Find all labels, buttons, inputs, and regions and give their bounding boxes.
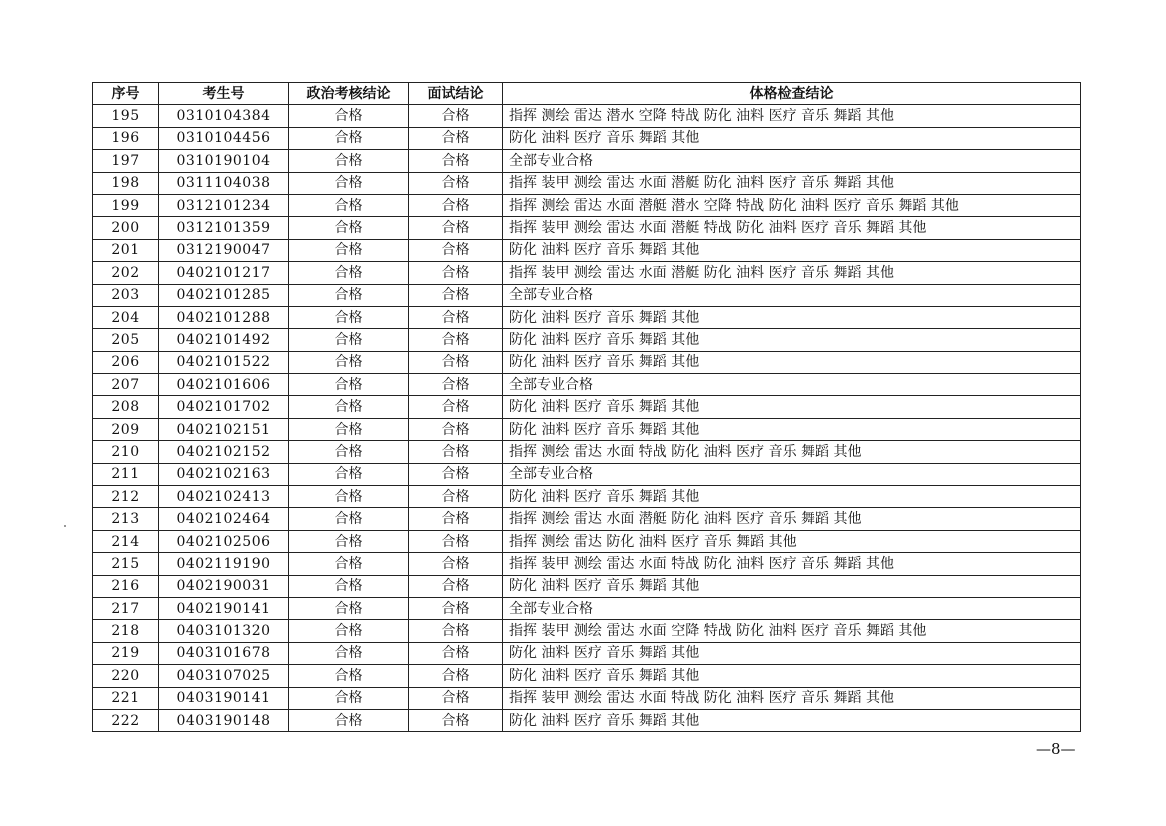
table-row	[93, 374, 1081, 396]
political-review-cell: 合格	[289, 262, 409, 284]
candidate-id-cell: 0402101702	[159, 396, 289, 418]
serial-cell: 222	[93, 709, 159, 731]
interview-cell: 合格	[409, 575, 503, 597]
candidate-id-cell: 0312101234	[159, 194, 289, 216]
political-review-cell: 合格	[289, 665, 409, 687]
physical-exam-cell: 防化 油料 医疗 音乐 舞蹈 其他	[503, 239, 1081, 261]
political-review-cell: 合格	[289, 194, 409, 216]
interview-cell: 合格	[409, 105, 503, 127]
interview-cell: 合格	[409, 709, 503, 731]
serial-cell: 208	[93, 396, 159, 418]
physical-exam-cell: 防化 油料 医疗 音乐 舞蹈 其他	[503, 127, 1081, 149]
table-row	[93, 486, 1081, 508]
candidate-id-cell: 0402101217	[159, 262, 289, 284]
political-review-cell: 合格	[289, 486, 409, 508]
candidate-id-cell: 0402102152	[159, 441, 289, 463]
political-review-cell: 合格	[289, 620, 409, 642]
table-row	[93, 418, 1081, 440]
physical-exam-cell: 全部专业合格	[503, 284, 1081, 306]
interview-cell: 合格	[409, 642, 503, 664]
table-row	[93, 150, 1081, 172]
candidate-id-cell: 0402190141	[159, 597, 289, 619]
physical-exam-cell: 指挥 测绘 雷达 潜水 空降 特战 防化 油料 医疗 音乐 舞蹈 其他	[503, 105, 1081, 127]
table-row	[93, 553, 1081, 575]
serial-cell: 207	[93, 374, 159, 396]
physical-exam-cell: 全部专业合格	[503, 597, 1081, 619]
interview-cell: 合格	[409, 418, 503, 440]
serial-cell: 206	[93, 351, 159, 373]
political-review-cell: 合格	[289, 239, 409, 261]
candidate-id-cell: 0403190148	[159, 709, 289, 731]
candidate-id-cell: 0403107025	[159, 665, 289, 687]
interview-cell: 合格	[409, 396, 503, 418]
physical-exam-cell: 全部专业合格	[503, 150, 1081, 172]
candidate-id-cell: 0402190031	[159, 575, 289, 597]
physical-exam-cell: 指挥 测绘 雷达 水面 潜艇 防化 油料 医疗 音乐 舞蹈 其他	[503, 508, 1081, 530]
physical-exam-cell: 防化 油料 医疗 音乐 舞蹈 其他	[503, 306, 1081, 328]
physical-exam-cell: 防化 油料 医疗 音乐 舞蹈 其他	[503, 642, 1081, 664]
political-review-cell: 合格	[289, 150, 409, 172]
serial-cell: 201	[93, 239, 159, 261]
serial-cell: 213	[93, 508, 159, 530]
table-row	[93, 105, 1081, 127]
serial-cell: 218	[93, 620, 159, 642]
interview-cell: 合格	[409, 508, 503, 530]
candidate-id-cell: 0402102151	[159, 418, 289, 440]
political-review-cell: 合格	[289, 396, 409, 418]
table-body	[93, 105, 1081, 732]
physical-exam-cell: 指挥 测绘 雷达 水面 潜艇 潜水 空降 特战 防化 油料 医疗 音乐 舞蹈 其他	[503, 194, 1081, 216]
political-review-cell: 合格	[289, 374, 409, 396]
table-row	[93, 284, 1081, 306]
interview-cell: 合格	[409, 620, 503, 642]
interview-cell: 合格	[409, 329, 503, 351]
physical-exam-cell: 防化 油料 医疗 音乐 舞蹈 其他	[503, 575, 1081, 597]
candidate-id-cell: 0311104038	[159, 172, 289, 194]
political-review-cell: 合格	[289, 642, 409, 664]
table-row	[93, 217, 1081, 239]
candidate-id-cell: 0310190104	[159, 150, 289, 172]
header-physical-exam: 体格检查结论	[503, 83, 1081, 105]
physical-exam-cell: 指挥 测绘 雷达 防化 油料 医疗 音乐 舞蹈 其他	[503, 530, 1081, 552]
political-review-cell: 合格	[289, 306, 409, 328]
serial-cell: 217	[93, 597, 159, 619]
serial-cell: 210	[93, 441, 159, 463]
interview-cell: 合格	[409, 530, 503, 552]
table-row	[93, 508, 1081, 530]
serial-cell: 209	[93, 418, 159, 440]
physical-exam-cell: 指挥 装甲 测绘 雷达 水面 潜艇 防化 油料 医疗 音乐 舞蹈 其他	[503, 262, 1081, 284]
interview-cell: 合格	[409, 150, 503, 172]
candidate-id-cell: 0402101288	[159, 306, 289, 328]
table-row	[93, 329, 1081, 351]
physical-exam-cell: 指挥 测绘 雷达 水面 特战 防化 油料 医疗 音乐 舞蹈 其他	[503, 441, 1081, 463]
table-row	[93, 306, 1081, 328]
candidate-id-cell: 0312190047	[159, 239, 289, 261]
political-review-cell: 合格	[289, 508, 409, 530]
interview-cell: 合格	[409, 687, 503, 709]
political-review-cell: 合格	[289, 105, 409, 127]
serial-cell: 220	[93, 665, 159, 687]
political-review-cell: 合格	[289, 709, 409, 731]
serial-cell: 214	[93, 530, 159, 552]
physical-exam-cell: 防化 油料 医疗 音乐 舞蹈 其他	[503, 418, 1081, 440]
interview-cell: 合格	[409, 127, 503, 149]
candidate-id-cell: 0310104384	[159, 105, 289, 127]
table-row	[93, 463, 1081, 485]
table-row	[93, 575, 1081, 597]
political-review-cell: 合格	[289, 418, 409, 440]
interview-cell: 合格	[409, 486, 503, 508]
political-review-cell: 合格	[289, 530, 409, 552]
candidate-id-cell: 0402119190	[159, 553, 289, 575]
interview-cell: 合格	[409, 217, 503, 239]
physical-exam-cell: 防化 油料 医疗 音乐 舞蹈 其他	[503, 665, 1081, 687]
table-row	[93, 687, 1081, 709]
candidate-id-cell: 0403190141	[159, 687, 289, 709]
political-review-cell: 合格	[289, 284, 409, 306]
political-review-cell: 合格	[289, 172, 409, 194]
candidate-id-cell: 0402102506	[159, 530, 289, 552]
table-row	[93, 642, 1081, 664]
table-row	[93, 194, 1081, 216]
header-row	[93, 83, 1081, 105]
interview-cell: 合格	[409, 463, 503, 485]
physical-exam-cell: 指挥 装甲 测绘 雷达 水面 潜艇 特战 防化 油料 医疗 音乐 舞蹈 其他	[503, 217, 1081, 239]
table-row	[93, 665, 1081, 687]
physical-exam-cell: 指挥 装甲 测绘 雷达 水面 空降 特战 防化 油料 医疗 音乐 舞蹈 其他	[503, 620, 1081, 642]
physical-exam-cell: 防化 油料 医疗 音乐 舞蹈 其他	[503, 351, 1081, 373]
serial-cell: 197	[93, 150, 159, 172]
political-review-cell: 合格	[289, 329, 409, 351]
political-review-cell: 合格	[289, 441, 409, 463]
physical-exam-cell: 全部专业合格	[503, 374, 1081, 396]
page-number: —8—	[1036, 740, 1076, 758]
header-political-review: 政治考核结论	[289, 83, 409, 105]
candidate-id-cell: 0403101320	[159, 620, 289, 642]
physical-exam-cell: 防化 油料 医疗 音乐 舞蹈 其他	[503, 329, 1081, 351]
header-candidate-id: 考生号	[159, 83, 289, 105]
serial-cell: 216	[93, 575, 159, 597]
political-review-cell: 合格	[289, 463, 409, 485]
physical-exam-cell: 指挥 装甲 测绘 雷达 水面 特战 防化 油料 医疗 音乐 舞蹈 其他	[503, 687, 1081, 709]
political-review-cell: 合格	[289, 127, 409, 149]
serial-cell: 195	[93, 105, 159, 127]
candidate-id-cell: 0310104456	[159, 127, 289, 149]
table-row	[93, 709, 1081, 731]
candidate-id-cell: 0402101606	[159, 374, 289, 396]
table-row	[93, 597, 1081, 619]
scan-speck	[64, 525, 66, 527]
interview-cell: 合格	[409, 172, 503, 194]
physical-exam-cell: 防化 油料 医疗 音乐 舞蹈 其他	[503, 486, 1081, 508]
interview-cell: 合格	[409, 306, 503, 328]
interview-cell: 合格	[409, 374, 503, 396]
serial-cell: 221	[93, 687, 159, 709]
table-row	[93, 239, 1081, 261]
table-row	[93, 127, 1081, 149]
interview-cell: 合格	[409, 441, 503, 463]
serial-cell: 200	[93, 217, 159, 239]
interview-cell: 合格	[409, 284, 503, 306]
serial-cell: 199	[93, 194, 159, 216]
political-review-cell: 合格	[289, 217, 409, 239]
political-review-cell: 合格	[289, 553, 409, 575]
table-row	[93, 262, 1081, 284]
serial-cell: 205	[93, 329, 159, 351]
serial-cell: 219	[93, 642, 159, 664]
table-row	[93, 620, 1081, 642]
interview-cell: 合格	[409, 665, 503, 687]
header-serial: 序号	[93, 83, 159, 105]
political-review-cell: 合格	[289, 351, 409, 373]
interview-cell: 合格	[409, 597, 503, 619]
serial-cell: 204	[93, 306, 159, 328]
table-row	[93, 530, 1081, 552]
physical-exam-cell: 防化 油料 医疗 音乐 舞蹈 其他	[503, 709, 1081, 731]
serial-cell: 212	[93, 486, 159, 508]
interview-cell: 合格	[409, 351, 503, 373]
table-row	[93, 396, 1081, 418]
candidate-id-cell: 0402102163	[159, 463, 289, 485]
political-review-cell: 合格	[289, 597, 409, 619]
candidate-id-cell: 0402101522	[159, 351, 289, 373]
table-row	[93, 172, 1081, 194]
results-table	[92, 82, 1081, 732]
candidate-id-cell: 0403101678	[159, 642, 289, 664]
physical-exam-cell: 指挥 装甲 测绘 雷达 水面 特战 防化 油料 医疗 音乐 舞蹈 其他	[503, 553, 1081, 575]
political-review-cell: 合格	[289, 575, 409, 597]
serial-cell: 198	[93, 172, 159, 194]
candidate-id-cell: 0402101492	[159, 329, 289, 351]
physical-exam-cell: 防化 油料 医疗 音乐 舞蹈 其他	[503, 396, 1081, 418]
interview-cell: 合格	[409, 194, 503, 216]
political-review-cell: 合格	[289, 687, 409, 709]
serial-cell: 196	[93, 127, 159, 149]
serial-cell: 215	[93, 553, 159, 575]
interview-cell: 合格	[409, 262, 503, 284]
candidate-id-cell: 0312101359	[159, 217, 289, 239]
physical-exam-cell: 全部专业合格	[503, 463, 1081, 485]
physical-exam-cell: 指挥 装甲 测绘 雷达 水面 潜艇 防化 油料 医疗 音乐 舞蹈 其他	[503, 172, 1081, 194]
serial-cell: 203	[93, 284, 159, 306]
table-row	[93, 351, 1081, 373]
table-row	[93, 441, 1081, 463]
serial-cell: 202	[93, 262, 159, 284]
serial-cell: 211	[93, 463, 159, 485]
interview-cell: 合格	[409, 239, 503, 261]
candidate-id-cell: 0402101285	[159, 284, 289, 306]
candidate-id-cell: 0402102413	[159, 486, 289, 508]
interview-cell: 合格	[409, 553, 503, 575]
candidate-id-cell: 0402102464	[159, 508, 289, 530]
header-interview: 面试结论	[409, 83, 503, 105]
